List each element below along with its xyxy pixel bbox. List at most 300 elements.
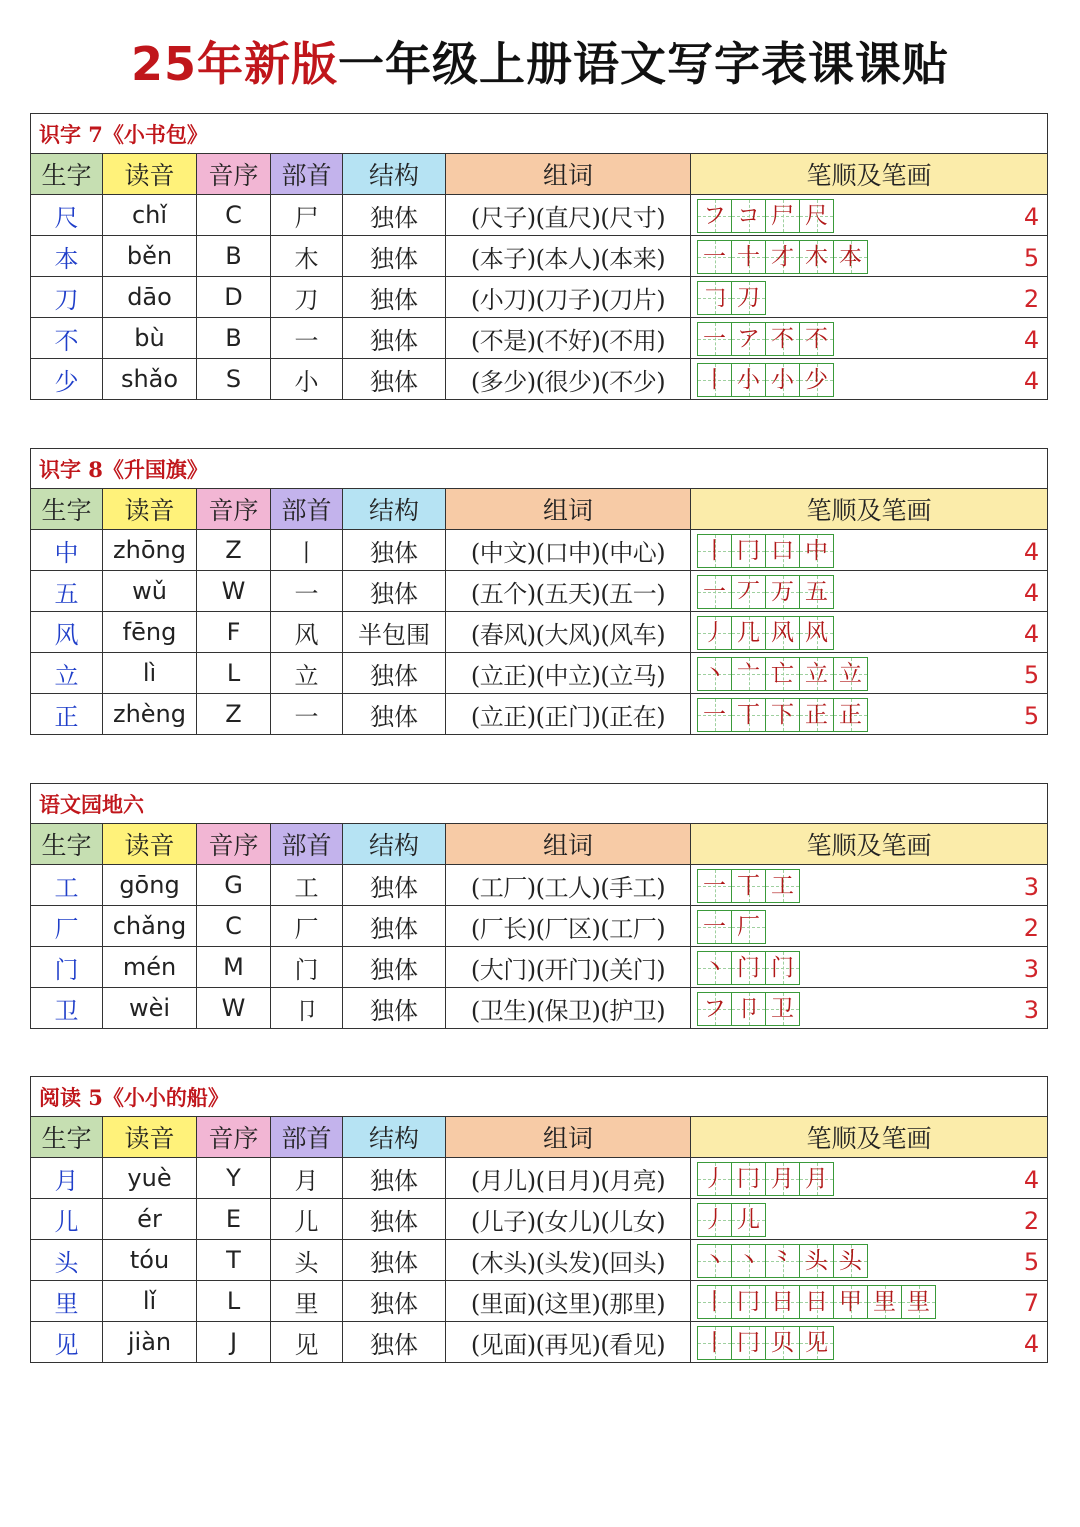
- stroke-box: [731, 869, 766, 903]
- stroke-count: 5: [1023, 1248, 1040, 1276]
- header-duyin: 读音: [103, 1117, 197, 1158]
- stroke-order-cell: [691, 1322, 1048, 1363]
- stroke-box: [731, 992, 766, 1026]
- stroke-box: [833, 1285, 868, 1319]
- stroke-glyph: 正: [805, 701, 828, 728]
- stroke-box: [765, 1244, 800, 1278]
- header-duyin: 读音: [103, 489, 197, 530]
- stroke-box: [731, 199, 766, 233]
- header-bishun: 笔顺及笔画: [691, 824, 1048, 865]
- header-yinxu: 音序: [197, 824, 271, 865]
- stroke-order-cell: [691, 236, 1048, 277]
- stroke-box: [731, 1326, 766, 1360]
- stroke-glyph: 月: [805, 1165, 828, 1192]
- jiegou-cell: 独体: [343, 277, 446, 318]
- section-title: 语文园地六: [31, 784, 1048, 824]
- stroke-count: 5: [1023, 702, 1040, 730]
- jiegou-cell: 独体: [343, 359, 446, 400]
- zuci-cell: (工厂)(工人)(手工): [446, 865, 691, 906]
- bushou-cell: 尸: [271, 195, 343, 236]
- stroke-count: 2: [1023, 1207, 1040, 1235]
- stroke-count: 5: [1023, 244, 1040, 272]
- pinyin-cell: běn: [103, 236, 197, 277]
- stroke-glyph: 少: [805, 366, 828, 393]
- jiegou-cell: 独体: [343, 865, 446, 906]
- stroke-glyph: 一: [703, 243, 726, 270]
- stroke-box: [731, 910, 766, 944]
- char-row: [31, 988, 1048, 1029]
- char-row: [31, 1240, 1048, 1281]
- stroke-order-cell: [691, 947, 1048, 988]
- yinxu-cell: L: [197, 1281, 271, 1322]
- pinyin-cell: fēng: [103, 612, 197, 653]
- zuci-cell: (小刀)(刀子)(刀片): [446, 277, 691, 318]
- jiegou-cell: 独体: [343, 530, 446, 571]
- stroke-order-cell: [691, 612, 1048, 653]
- stroke-glyph: 丨: [703, 537, 726, 564]
- stroke-glyph: 五: [805, 578, 828, 605]
- zuci-cell: (不是)(不好)(不用): [446, 318, 691, 359]
- stroke-boxes: [697, 951, 799, 985]
- stroke-box: [765, 199, 800, 233]
- stroke-glyph: 丶: [703, 660, 726, 687]
- jiegou-cell: 独体: [343, 236, 446, 277]
- stroke-box: [697, 1244, 732, 1278]
- header-shengzi: 生字: [31, 489, 103, 530]
- stroke-order-cell: [691, 988, 1048, 1029]
- jiegou-cell: 独体: [343, 947, 446, 988]
- stroke-glyph: 才: [771, 243, 794, 270]
- stroke-box: [765, 575, 800, 609]
- char-row: [31, 359, 1048, 400]
- pinyin-cell: zhōng: [103, 530, 197, 571]
- bushou-cell: 里: [271, 1281, 343, 1322]
- pinyin-cell: mén: [103, 947, 197, 988]
- pinyin-cell: tóu: [103, 1240, 197, 1281]
- title-rest: 一年级上册语文写字表课课贴: [338, 37, 949, 91]
- header-jiegou: 结构: [343, 824, 446, 865]
- lesson-table: [30, 113, 1048, 400]
- jiegou-cell: 半包围: [343, 612, 446, 653]
- char-cell: 门: [31, 947, 103, 988]
- pinyin-cell: jiàn: [103, 1322, 197, 1363]
- stroke-glyph: 不: [805, 325, 828, 352]
- stroke-glyph: 丶: [737, 1247, 760, 1274]
- stroke-boxes: [697, 657, 867, 691]
- stroke-box: [731, 534, 766, 568]
- char-row: [31, 1199, 1048, 1240]
- stroke-box: [697, 992, 732, 1026]
- char-row: [31, 1322, 1048, 1363]
- zuci-cell: (木头)(头发)(回头): [446, 1240, 691, 1281]
- stroke-count: 2: [1023, 285, 1040, 313]
- char-cell: 中: [31, 530, 103, 571]
- stroke-box: [697, 281, 732, 315]
- stroke-glyph: 丨: [703, 1288, 726, 1315]
- stroke-count: 2: [1023, 914, 1040, 942]
- stroke-glyph: 丨: [703, 1329, 726, 1356]
- jiegou-cell: 独体: [343, 988, 446, 1029]
- pinyin-cell: yuè: [103, 1158, 197, 1199]
- stroke-box: [731, 575, 766, 609]
- stroke-box: [765, 869, 800, 903]
- jiegou-cell: 独体: [343, 195, 446, 236]
- lesson-table: [30, 1076, 1048, 1363]
- lesson-block: [30, 448, 1047, 735]
- char-cell: 五: [31, 571, 103, 612]
- yinxu-cell: E: [197, 1199, 271, 1240]
- stroke-box: [731, 1203, 766, 1237]
- stroke-box: [799, 1244, 834, 1278]
- stroke-box: [731, 322, 766, 356]
- zuci-cell: (厂长)(厂区)(工厂): [446, 906, 691, 947]
- char-row: [31, 530, 1048, 571]
- char-cell: 本: [31, 236, 103, 277]
- stroke-glyph: 丶: [703, 1247, 726, 1274]
- stroke-box: [799, 199, 834, 233]
- stroke-count: 4: [1023, 1330, 1040, 1358]
- stroke-glyph: 冂: [737, 1329, 760, 1356]
- jiegou-cell: 独体: [343, 1322, 446, 1363]
- stroke-glyph: 几: [737, 619, 760, 646]
- stroke-box: [697, 1326, 732, 1360]
- stroke-boxes: [697, 910, 765, 944]
- stroke-box: [731, 363, 766, 397]
- stroke-glyph: 十: [737, 243, 760, 270]
- page-title: [0, 28, 1080, 94]
- stroke-glyph: フ: [703, 202, 726, 229]
- bushou-cell: 儿: [271, 1199, 343, 1240]
- yinxu-cell: Z: [197, 694, 271, 735]
- stroke-box: [799, 575, 834, 609]
- stroke-glyph: 贝: [771, 1329, 794, 1356]
- char-row: [31, 612, 1048, 653]
- pinyin-cell: chǐ: [103, 195, 197, 236]
- stroke-glyph: 冂: [737, 1165, 760, 1192]
- stroke-box: [833, 240, 868, 274]
- bushou-cell: 风: [271, 612, 343, 653]
- header-shengzi: 生字: [31, 1117, 103, 1158]
- jiegou-cell: 独体: [343, 1199, 446, 1240]
- stroke-box: [799, 616, 834, 650]
- stroke-box: [731, 1285, 766, 1319]
- char-cell: 不: [31, 318, 103, 359]
- yinxu-cell: G: [197, 865, 271, 906]
- stroke-glyph: 一: [703, 578, 726, 605]
- header-bishun: 笔顺及笔画: [691, 1117, 1048, 1158]
- char-row: [31, 236, 1048, 277]
- stroke-order-cell: [691, 865, 1048, 906]
- zuci-cell: (里面)(这里)(那里): [446, 1281, 691, 1322]
- stroke-order-cell: [691, 1158, 1048, 1199]
- jiegou-cell: 独体: [343, 653, 446, 694]
- zuci-cell: (见面)(再见)(看见): [446, 1322, 691, 1363]
- stroke-order-cell: [691, 571, 1048, 612]
- stroke-glyph: 丆: [737, 578, 760, 605]
- stroke-order-cell: [691, 359, 1048, 400]
- zuci-cell: (尺子)(直尺)(尺寸): [446, 195, 691, 236]
- stroke-box: [765, 616, 800, 650]
- header-duyin: 读音: [103, 824, 197, 865]
- stroke-boxes: [697, 1162, 833, 1196]
- stroke-box: [697, 534, 732, 568]
- stroke-box: [697, 1285, 732, 1319]
- yinxu-cell: D: [197, 277, 271, 318]
- pinyin-cell: dāo: [103, 277, 197, 318]
- yinxu-cell: C: [197, 906, 271, 947]
- stroke-glyph: 口: [771, 537, 794, 564]
- stroke-box: [901, 1285, 936, 1319]
- char-cell: 卫: [31, 988, 103, 1029]
- stroke-box: [799, 657, 834, 691]
- pinyin-cell: wǔ: [103, 571, 197, 612]
- char-cell: 头: [31, 1240, 103, 1281]
- stroke-order-cell: [691, 195, 1048, 236]
- zuci-cell: (月儿)(日月)(月亮): [446, 1158, 691, 1199]
- stroke-boxes: [697, 1326, 833, 1360]
- stroke-boxes: [697, 1285, 935, 1319]
- jiegou-cell: 独体: [343, 1158, 446, 1199]
- stroke-glyph: 冂: [737, 1288, 760, 1315]
- bushou-cell: 刀: [271, 277, 343, 318]
- stroke-glyph: 工: [771, 872, 794, 899]
- stroke-box: [731, 951, 766, 985]
- bushou-cell: 见: [271, 1322, 343, 1363]
- stroke-box: [799, 240, 834, 274]
- section-title: 识字 8《升国旗》: [31, 449, 1048, 489]
- char-row: [31, 277, 1048, 318]
- char-cell: 刀: [31, 277, 103, 318]
- stroke-box: [765, 992, 800, 1026]
- stroke-box: [697, 1203, 732, 1237]
- header-jiegou: 结构: [343, 1117, 446, 1158]
- pinyin-cell: gōng: [103, 865, 197, 906]
- lesson-table: [30, 448, 1048, 735]
- header-shengzi: 生字: [31, 824, 103, 865]
- stroke-box: [799, 1285, 834, 1319]
- stroke-boxes: [697, 281, 765, 315]
- header-bishun: 笔顺及笔画: [691, 489, 1048, 530]
- zuci-cell: (卫生)(保卫)(护卫): [446, 988, 691, 1029]
- stroke-box: [799, 1326, 834, 1360]
- pinyin-cell: ér: [103, 1199, 197, 1240]
- bushou-cell: 木: [271, 236, 343, 277]
- stroke-glyph: 丶: [703, 954, 726, 981]
- stroke-box: [833, 698, 868, 732]
- stroke-boxes: [697, 534, 833, 568]
- stroke-glyph: 万: [771, 578, 794, 605]
- char-row: [31, 1158, 1048, 1199]
- zuci-cell: (多少)(很少)(不少): [446, 359, 691, 400]
- stroke-glyph: 日: [805, 1288, 828, 1315]
- char-cell: 见: [31, 1322, 103, 1363]
- char-cell: 月: [31, 1158, 103, 1199]
- stroke-glyph: 见: [805, 1329, 828, 1356]
- yinxu-cell: J: [197, 1322, 271, 1363]
- stroke-box: [799, 534, 834, 568]
- bushou-cell: 一: [271, 318, 343, 359]
- char-cell: 立: [31, 653, 103, 694]
- stroke-glyph: 下: [771, 701, 794, 728]
- header-yinxu: 音序: [197, 489, 271, 530]
- stroke-count: 3: [1023, 873, 1040, 901]
- stroke-glyph: 丅: [737, 872, 760, 899]
- header-jiegou: 结构: [343, 154, 446, 195]
- stroke-box: [765, 1285, 800, 1319]
- yinxu-cell: Z: [197, 530, 271, 571]
- stroke-glyph: 亡: [771, 660, 794, 687]
- stroke-glyph: 尺: [805, 202, 828, 229]
- stroke-box: [765, 1162, 800, 1196]
- zuci-cell: (本子)(本人)(本来): [446, 236, 691, 277]
- header-shengzi: 生字: [31, 154, 103, 195]
- stroke-glyph: フ: [703, 995, 726, 1022]
- stroke-boxes: [697, 698, 867, 732]
- stroke-box: [697, 616, 732, 650]
- stroke-glyph: 丿: [703, 1206, 726, 1233]
- pinyin-cell: lǐ: [103, 1281, 197, 1322]
- stroke-order-cell: [691, 1281, 1048, 1322]
- stroke-box: [799, 363, 834, 397]
- stroke-boxes: [697, 199, 833, 233]
- jiegou-cell: 独体: [343, 906, 446, 947]
- lesson-block: [30, 1076, 1047, 1363]
- stroke-glyph: 一: [703, 701, 726, 728]
- yinxu-cell: L: [197, 653, 271, 694]
- stroke-box: [731, 240, 766, 274]
- header-bishun: 笔顺及笔画: [691, 154, 1048, 195]
- yinxu-cell: W: [197, 988, 271, 1029]
- stroke-box: [765, 1326, 800, 1360]
- char-row: [31, 865, 1048, 906]
- jiegou-cell: 独体: [343, 694, 446, 735]
- yinxu-cell: M: [197, 947, 271, 988]
- header-zuci: 组词: [446, 489, 691, 530]
- header-yinxu: 音序: [197, 1117, 271, 1158]
- stroke-glyph: 一: [703, 872, 726, 899]
- stroke-glyph: ア: [737, 325, 760, 352]
- stroke-box: [731, 698, 766, 732]
- header-zuci: 组词: [446, 824, 691, 865]
- stroke-glyph: 冂: [737, 537, 760, 564]
- section-title: 识字 7《小书包》: [31, 114, 1048, 154]
- stroke-boxes: [697, 616, 833, 650]
- stroke-box: [697, 698, 732, 732]
- header-bushou: 部首: [271, 154, 343, 195]
- char-row: [31, 653, 1048, 694]
- stroke-glyph: 里: [907, 1288, 930, 1315]
- stroke-count: 4: [1023, 203, 1040, 231]
- yinxu-cell: B: [197, 236, 271, 277]
- stroke-count: 7: [1023, 1289, 1040, 1317]
- stroke-glyph: 一: [703, 913, 726, 940]
- stroke-boxes: [697, 1244, 867, 1278]
- stroke-glyph: 尸: [771, 202, 794, 229]
- stroke-glyph: 月: [771, 1165, 794, 1192]
- stroke-order-cell: [691, 1240, 1048, 1281]
- stroke-box: [765, 951, 800, 985]
- stroke-glyph: 门: [737, 954, 760, 981]
- char-row: [31, 571, 1048, 612]
- stroke-order-cell: [691, 1199, 1048, 1240]
- stroke-boxes: [697, 1203, 765, 1237]
- char-row: [31, 1281, 1048, 1322]
- bushou-cell: 小: [271, 359, 343, 400]
- char-cell: 里: [31, 1281, 103, 1322]
- header-bushou: 部首: [271, 1117, 343, 1158]
- stroke-boxes: [697, 575, 833, 609]
- char-row: [31, 947, 1048, 988]
- stroke-box: [697, 575, 732, 609]
- char-cell: 风: [31, 612, 103, 653]
- stroke-glyph: 小: [771, 366, 794, 393]
- stroke-glyph: 儿: [737, 1206, 760, 1233]
- bushou-cell: 头: [271, 1240, 343, 1281]
- stroke-box: [697, 240, 732, 274]
- stroke-count: 3: [1023, 955, 1040, 983]
- stroke-box: [731, 1162, 766, 1196]
- stroke-box: [697, 322, 732, 356]
- stroke-glyph: 立: [805, 660, 828, 687]
- stroke-glyph: 丿: [703, 1165, 726, 1192]
- stroke-order-cell: [691, 694, 1048, 735]
- stroke-box: [867, 1285, 902, 1319]
- bushou-cell: 丨: [271, 530, 343, 571]
- stroke-box: [731, 1244, 766, 1278]
- header-yinxu: 音序: [197, 154, 271, 195]
- stroke-box: [765, 240, 800, 274]
- stroke-glyph: 卫: [771, 995, 794, 1022]
- stroke-glyph: コ: [737, 202, 760, 229]
- zuci-cell: (立正)(中立)(立马): [446, 653, 691, 694]
- char-row: [31, 195, 1048, 236]
- stroke-order-cell: [691, 530, 1048, 571]
- yinxu-cell: T: [197, 1240, 271, 1281]
- stroke-box: [697, 869, 732, 903]
- stroke-count: 4: [1023, 620, 1040, 648]
- stroke-glyph: 小: [737, 366, 760, 393]
- stroke-box: [697, 199, 732, 233]
- zuci-cell: (五个)(五天)(五一): [446, 571, 691, 612]
- stroke-glyph: 丅: [737, 701, 760, 728]
- stroke-box: [765, 698, 800, 732]
- char-cell: 儿: [31, 1199, 103, 1240]
- header-zuci: 组词: [446, 154, 691, 195]
- stroke-count: 4: [1023, 1166, 1040, 1194]
- stroke-box: [799, 698, 834, 732]
- jiegou-cell: 独体: [343, 318, 446, 359]
- stroke-boxes: [697, 869, 799, 903]
- stroke-count: 4: [1023, 326, 1040, 354]
- stroke-glyph: 丿: [703, 619, 726, 646]
- zuci-cell: (中文)(口中)(中心): [446, 530, 691, 571]
- stroke-box: [765, 657, 800, 691]
- yinxu-cell: F: [197, 612, 271, 653]
- title-highlight: 25年新版: [130, 37, 338, 91]
- char-cell: 正: [31, 694, 103, 735]
- pinyin-cell: chǎng: [103, 906, 197, 947]
- stroke-glyph: 风: [771, 619, 794, 646]
- stroke-boxes: [697, 992, 799, 1026]
- stroke-order-cell: [691, 277, 1048, 318]
- zuci-cell: (大门)(开门)(关门): [446, 947, 691, 988]
- pinyin-cell: wèi: [103, 988, 197, 1029]
- pinyin-cell: lì: [103, 653, 197, 694]
- bushou-cell: 厂: [271, 906, 343, 947]
- stroke-count: 5: [1023, 661, 1040, 689]
- header-zuci: 组词: [446, 1117, 691, 1158]
- yinxu-cell: C: [197, 195, 271, 236]
